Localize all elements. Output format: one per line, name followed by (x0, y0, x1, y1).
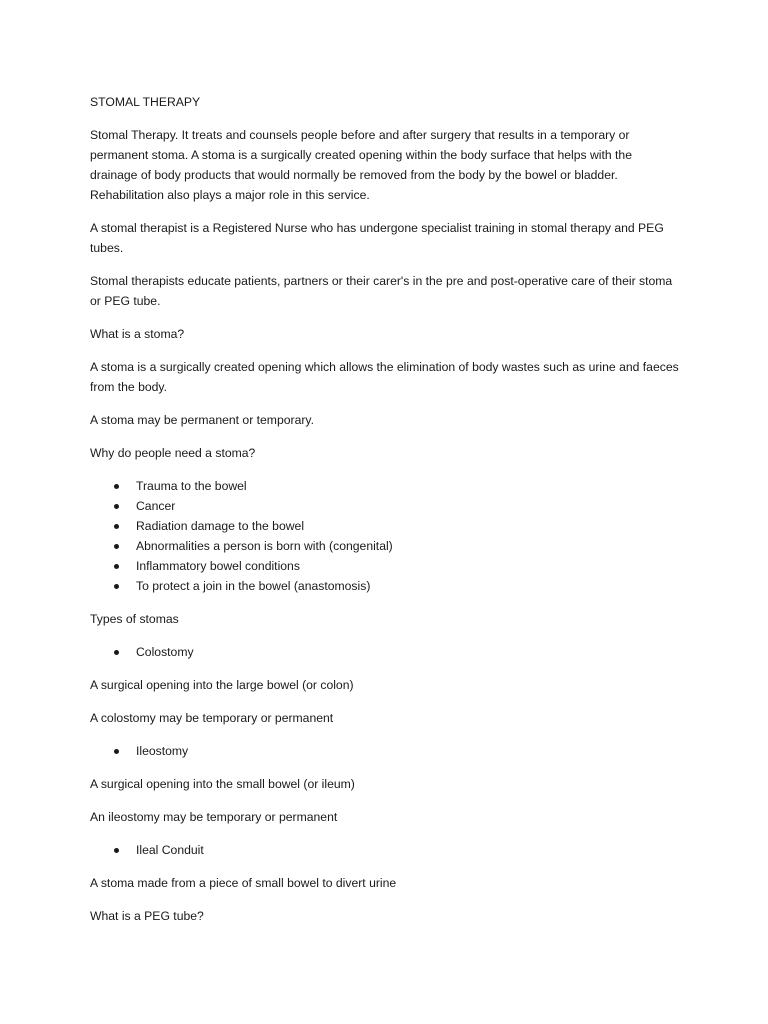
therapist-paragraph: A stomal therapist is a Registered Nurse who has undergone specialist training in stomal therapy and PEG tubes. (90, 221, 664, 255)
list-item-text: Inflammatory bowel conditions (136, 559, 300, 573)
colostomy-permanence: A colostomy may be temporary or permanent (90, 711, 334, 725)
ileal-conduit-list (90, 840, 680, 860)
list-item-text: Abnormalities a person is born with (congenital) (136, 539, 393, 553)
educate-paragraph: Stomal therapists educate patients, partners or their carer's in the pre and post-operative care of their stoma or PEG tube. (90, 274, 673, 308)
list-item-text: Trauma to the bowel (136, 479, 247, 493)
colostomy-definition: A surgical opening into the large bowel (or colon) (90, 678, 354, 692)
list-item-text: To protect a join in the bowel (anastomosis) (136, 579, 371, 593)
stoma-definition-paragraph: A stoma is a surgically created opening which allows the elimination of body wastes such as urine and faeces from the body. (90, 360, 679, 394)
ileal-conduit-definition: A stoma made from a piece of small bowel to divert urine (90, 876, 397, 890)
bullet-icon (114, 749, 119, 754)
list-item-text: Cancer (136, 499, 176, 513)
reasons-list (90, 476, 680, 596)
ileostomy-permanence: An ileostomy may be temporary or permanent (90, 810, 338, 824)
list-item (90, 516, 680, 536)
list-item (90, 576, 680, 596)
list-item-text: Ileostomy (136, 744, 189, 758)
section-heading-types-of-stomas: Types of stomas (90, 612, 179, 626)
list-item (90, 536, 680, 556)
intro-paragraph: Stomal Therapy. It treats and counsels people before and after surgery that results in a temporary or permanent stoma. A stoma is a surgically created opening within the body surface that helps with the drainage of body products that would normally be removed from the body by the bowel or bladder. Rehabilitation also plays a major role in this service. (90, 128, 632, 202)
list-item (90, 556, 680, 576)
list-item (90, 840, 680, 860)
bullet-icon (114, 650, 119, 655)
list-item-text: Colostomy (136, 645, 194, 659)
colostomy-list (90, 642, 680, 662)
list-item-text: Radiation damage to the bowel (136, 519, 305, 533)
list-item (90, 476, 680, 496)
section-heading-what-is-stoma: What is a stoma? (90, 327, 185, 341)
bullet-icon (114, 544, 119, 549)
bullet-icon (114, 484, 119, 489)
bullet-icon (114, 564, 119, 569)
section-heading-peg-tube: What is a PEG tube? (90, 909, 204, 923)
document-body (90, 92, 680, 939)
bullet-icon (114, 848, 119, 853)
bullet-icon (114, 524, 119, 529)
section-heading-why-need-stoma: Why do people need a stoma? (90, 446, 256, 460)
document-title: STOMAL THERAPY (90, 95, 201, 109)
list-item (90, 496, 680, 516)
bullet-icon (114, 584, 119, 589)
list-item-text: Ileal Conduit (136, 843, 204, 857)
bullet-icon (114, 504, 119, 509)
stoma-permanence-paragraph: A stoma may be permanent or temporary. (90, 413, 314, 427)
list-item (90, 642, 680, 662)
ileostomy-definition: A surgical opening into the small bowel (or ileum) (90, 777, 355, 791)
list-item (90, 741, 680, 761)
ileostomy-list (90, 741, 680, 761)
